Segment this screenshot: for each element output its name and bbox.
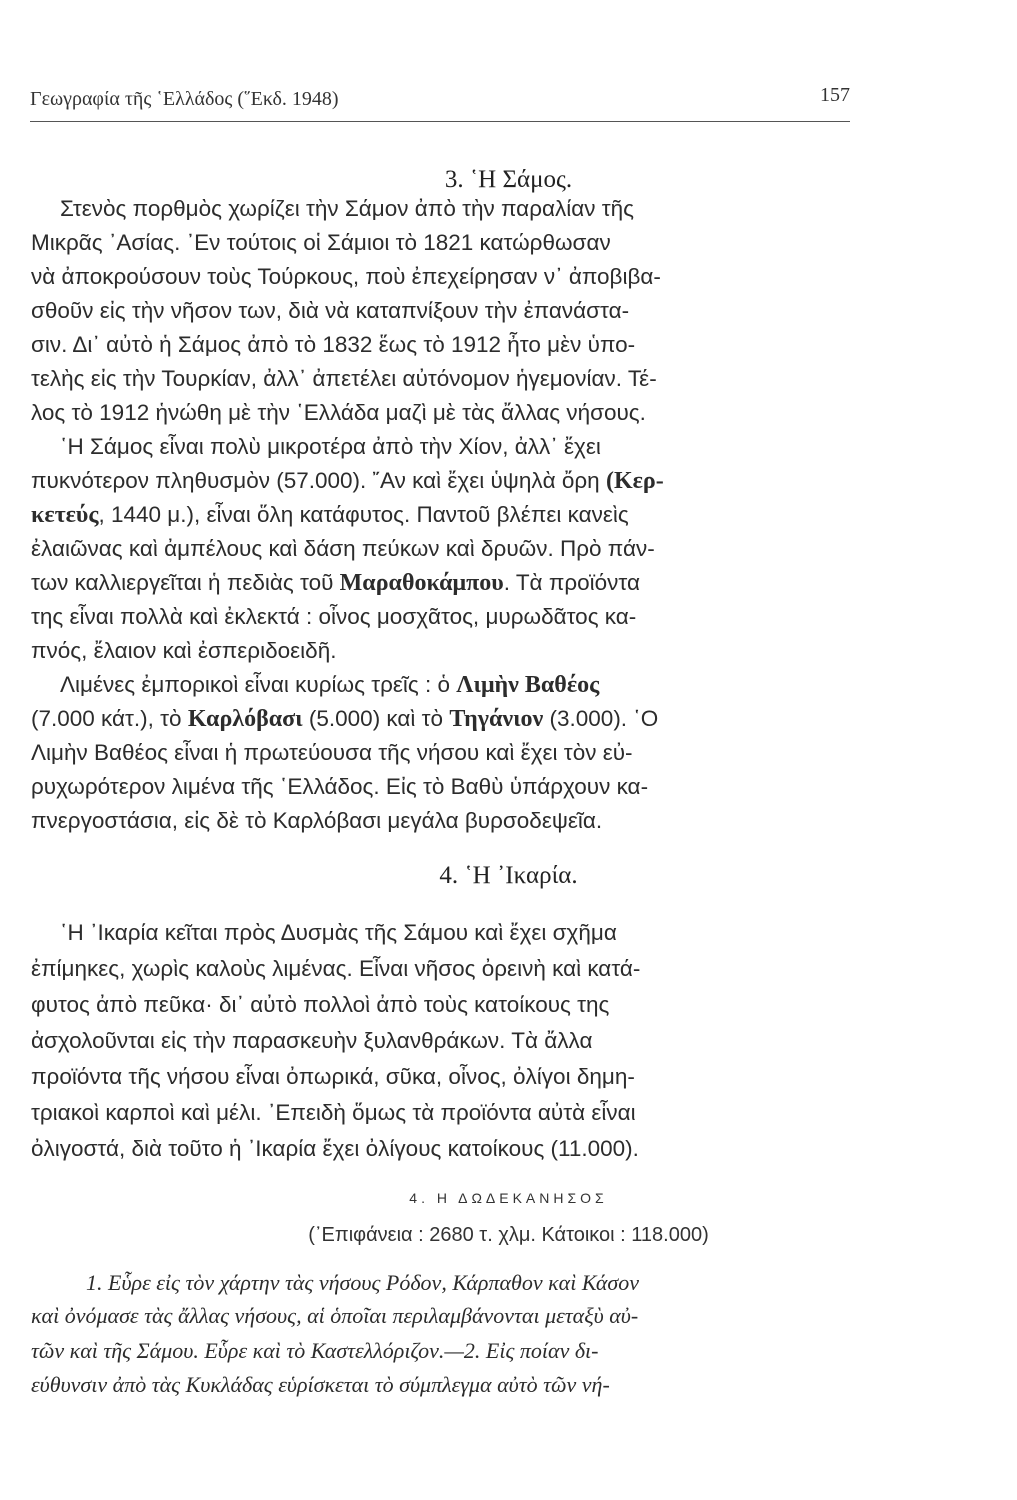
body-line: ἐπίμηκες, χωρὶς καλοὺς λιμένας. Εἶναι νῆσος ὀρεινὴ καὶ κατά- [31,956,641,981]
body-text: (7.000 κάτ.), τὸ [31,706,182,731]
place-name-marathokampos: Μαραθοκάμπου [339,570,504,596]
body-text: (3.000). ῾Ο [549,706,659,731]
body-line [31,500,629,530]
body-line: λος τὸ 1912 ἡνώθη μὲ τὴν ῾Ελλάδα μαζὶ μὲ τὰς ἄλλας νήσους. [31,400,646,425]
body-text: (5.000) καὶ τὸ [308,706,444,731]
section-heading-dodecanese: 4. Η ΔΩΔΕΚΑΝΗΣΟΣ [409,1190,608,1206]
body-line: τριακοὶ καρποὶ καὶ μέλι. ᾿Επειδὴ ὅμως τὰ προϊόντα αὐτὰ εἶναι [31,1100,636,1125]
running-title: Γεωγραφία τῆς ῾Ελλάδος (῞Εκδ. 1948) [30,88,339,110]
body-line: ὀλιγοστά, διὰ τοῦτο ἡ ᾿Ικαρία ἔχει ὀλίγους κατοίκους (11.000). [31,1136,639,1161]
body-text: . Τὰ προϊόντα [503,570,640,595]
header-rule [30,121,850,122]
body-line: πνεργοστάσια, εἰς δὲ τὸ Καρλόβασι μεγάλα βυρσοδεψεῖα. [31,808,603,833]
body-line [31,704,658,734]
body-line: ἀσχολοῦνται εἰς τὴν παρασκευὴν ξυλανθράκων. Τὰ ἄλλα [31,1028,593,1053]
section-heading-ikaria: 4. ῾Η ᾿Ικαρία. [439,862,578,889]
body-line: της εἶναι πολλὰ καὶ ἐκλεκτά : οἶνος μοσχᾶτος, μυρωδᾶτος κα- [31,604,637,629]
body-text: των καλλιεργεῖται ἡ πεδιὰς τοῦ [31,570,334,595]
exercise-line: τῶν καὶ τῆς Σάμου. Εὗρε καὶ τὸ Καστελλόριζον.—2. Εἰς ποίαν δι- [31,1338,599,1363]
body-line: σθοῦν εἰς τὴν νῆσον των, διὰ νὰ καταπνίξουν τὴν ἐπανάστα- [31,298,630,323]
place-name-limin-vatheos: Λιμὴν Βαθέος [456,672,600,698]
body-line: πνός, ἔλαιον καὶ ἐσπεριδοειδῆ. [31,638,337,663]
running-header [30,84,850,118]
body-line: ρυχωρότερον λιμένα τῆς ῾Ελλάδος. Εἰς τὸ Βαθὺ ὑπάρχουν κα- [31,774,649,799]
body-line: τελὴς εἰς τὴν Τουρκίαν, ἀλλ᾿ ἀπετέλει αὐτόνομον ἡγεμονίαν. Τέ- [31,366,657,391]
body-line: ῾Η ᾿Ικαρία κεῖται πρὸς Δυσμὰς τῆς Σάμου καὶ ἔχει σχῆμα [60,920,617,945]
body-line: ῾Η Σάμος εἶναι πολὺ μικροτέρα ἀπὸ τὴν Χίον, ἀλλ᾿ ἔχει [60,434,601,459]
body-line: σιν. Δι᾿ αὐτὸ ἡ Σάμος ἀπὸ τὸ 1832 ἕως τὸ 1912 ἦτο μὲν ὑπο- [31,332,636,357]
body-line: Μικρᾶς ᾿Ασίας. ᾿Εν τούτοις οἱ Σάμιοι τὸ 1821 κατώρθωσαν [31,230,611,255]
area-population-line: (᾿Επιφάνεια : 2680 τ. χλμ. Κάτοικοι : 118.000) [308,1224,709,1246]
body-line [31,466,664,496]
body-text: πυκνότερον πληθυσμὸν (57.000). ῎Αν καὶ ἔχει ὑψηλὰ ὄρη [31,468,600,493]
body-line [60,670,599,700]
section-heading-samos: 3. ῾Η Σάμος. [444,166,573,193]
body-line: ἐλαιῶνας καὶ ἀμπέλους καὶ δάση πεύκων καὶ δρυῶν. Πρὸ πάν- [31,536,655,561]
body-line: προϊόντα τῆς νήσου εἶναι ὀπωρικά, σῦκα, οἶνος, ὀλίγοι δημη- [31,1064,635,1089]
body-line: νὰ ἀποκρούσουν τοὺς Τούρκους, ποὺ ἐπεχείρησαν ν᾿ ἀποβιβα- [31,264,661,289]
body-line: φυτος ἀπὸ πεῦκα· δι᾿ αὐτὸ πολλοὶ ἀπὸ τοὺς κατοίκους της [31,992,610,1017]
place-name-kerketeus: κετεύς [31,502,99,528]
body-text: Λιμένες ἐμπορικοὶ εἶναι κυρίως τρεῖς : ὁ [60,672,451,697]
body-text: , 1440 μ.), εἶναι ὅλη κατάφυτος. Παντοῦ βλέπει κανεὶς [98,502,629,527]
place-name-kerketeus: (Κερ- [605,468,664,494]
page-number: 157 [820,84,850,106]
exercise-line: καὶ ὀνόμασε τὰς ἄλλας νήσους, αἱ ὁποῖαι περιλαμβάνονται μεταξὺ αὐ- [31,1303,639,1328]
exercise-line: 1. Εὗρε εἰς τὸν χάρτην τὰς νήσους Ρόδον, Κάρπαθον καὶ Κάσον [86,1270,640,1295]
place-name-tiganion: Τηγάνιον [449,706,544,732]
place-name-karlovasi: Καρλόβασι [187,706,303,732]
exercise-line: εύθυνσιν ἀπὸ τὰς Κυκλάδας εὑρίσκεται τὸ σύμπλεγμα αὐτὸ τῶν νή- [31,1372,610,1397]
body-line [31,568,640,598]
body-line: Στενὸς πορθμὸς χωρίζει τὴν Σάμον ἀπὸ τὴν παραλίαν τῆς [60,196,635,221]
body-line: Λιμὴν Βαθέος εἶναι ἡ πρωτεύουσα τῆς νήσου καὶ ἔχει τὸν εὐ- [31,740,633,765]
